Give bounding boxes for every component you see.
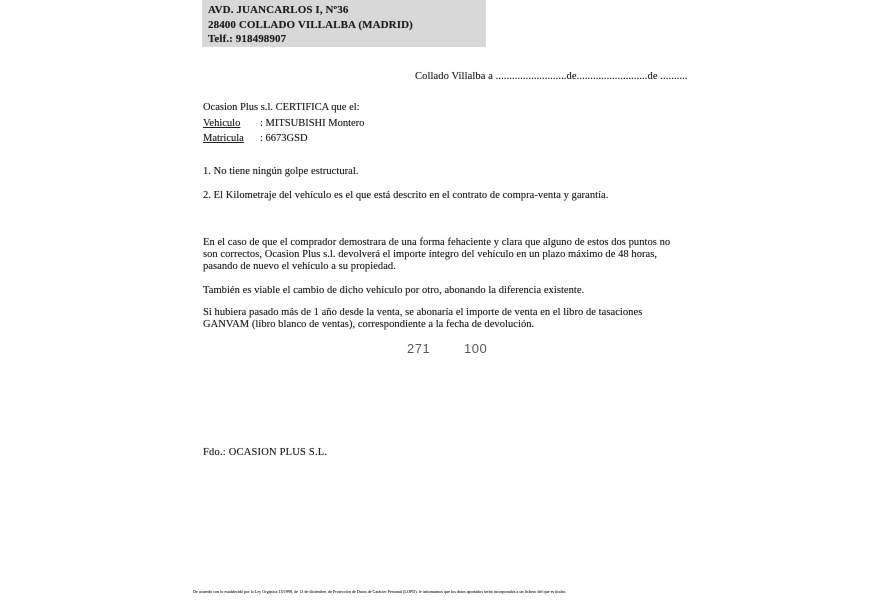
- exchange-paragraph: También es viable el cambio de dicho vehículo por otro, abonando la diferencia existente.: [203, 285, 585, 296]
- annotation-number-100: 100: [464, 341, 488, 356]
- place-date-line: Collado Villalba a ..........................de..........................de ..........: [415, 71, 688, 82]
- legal-footer: [193, 589, 683, 599]
- refund-line-3: pasando de nuevo el vehículo a su propiedad.: [203, 261, 396, 273]
- refund-line-1: En el caso de que el comprador demostrara de una forma fehaciente y clara que alguno de estos dos puntos no: [203, 237, 671, 248]
- ganvam-paragraph: [203, 307, 683, 331]
- company-address-box: [202, 0, 486, 47]
- ganvam-line-1: Si hubiera pasado más de 1 año desde la venta, se abonaría el importe de venta en el libro de tasaciones: [203, 307, 643, 318]
- vehicle-value: : MITSUBISHI Montero: [260, 117, 365, 129]
- legal-footer-text: De acuerdo con lo establecido por la Ley Orgánica 15/1999, de 13 de diciembre, de Protección de Datos de Carácter Personal (LOPD), le informamos que los datos aportados serán incorporados a un fichero del que es titular.: [193, 589, 566, 594]
- vehicle-row: [203, 116, 364, 132]
- point-1: 1. No tiene ningún golpe estructural.: [203, 166, 359, 177]
- ganvam-line-2: GANVAM (libro blanco de ventas), correspondiente a la fecha de devolución.: [203, 319, 535, 331]
- point-2: 2. El Kilometraje del vehículo es el que está descrito en el contrato de compra-venta y garantía.: [203, 190, 609, 201]
- address-street: AVD. JUANCARLOS I, Nº36: [208, 4, 349, 16]
- refund-line-2: son correctos, Ocasion Plus s.l. devolverá el importe íntegro del vehículo en un plazo máximo de 48 horas,: [203, 249, 658, 261]
- vehicle-label: Vehiculo: [203, 117, 241, 129]
- certifica-intro: Ocasion Plus s.l. CERTIFICA que el:: [203, 102, 360, 113]
- address-city: 28400 COLLADO VILLALBA (MADRID): [208, 18, 413, 31]
- plate-value: : 6673GSD: [260, 133, 308, 144]
- address-phone: Telf.: 918498907: [208, 33, 287, 45]
- plate-label: Matricula: [203, 133, 244, 144]
- plate-label-cell: [203, 131, 260, 147]
- plate-row: [203, 131, 364, 147]
- refund-paragraph: [203, 237, 683, 274]
- annotation-number-271: 271: [407, 341, 431, 356]
- vehicle-label-cell: [203, 116, 260, 132]
- certification-block: [203, 100, 364, 147]
- signature-line: Fdo.: OCASION PLUS S.L.: [203, 447, 328, 458]
